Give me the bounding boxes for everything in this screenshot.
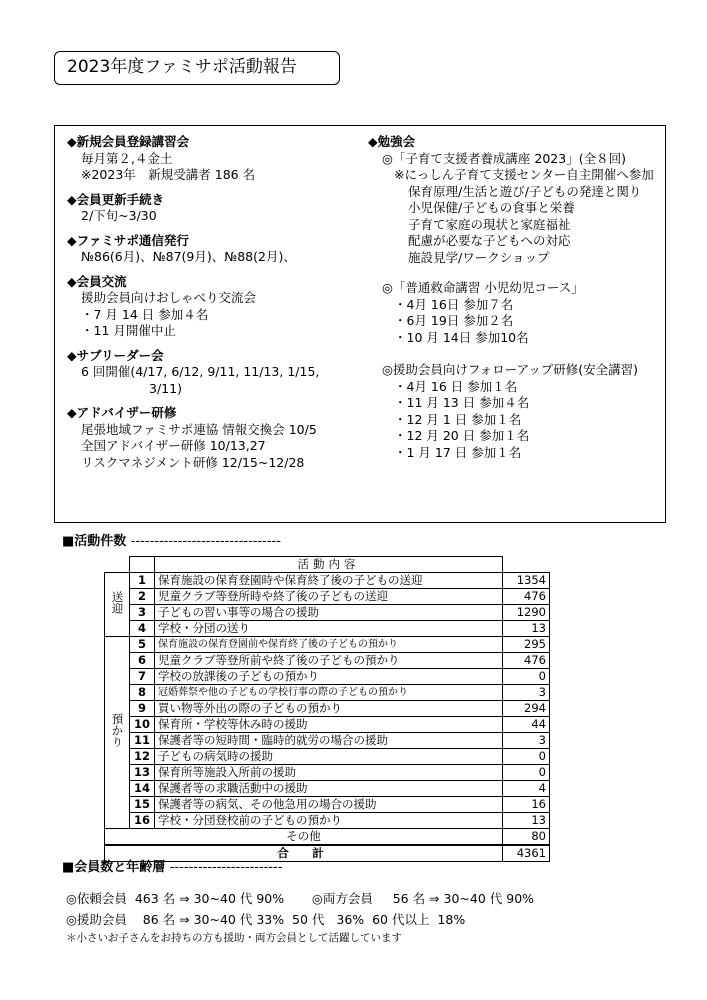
other-value: 80 bbox=[503, 829, 550, 846]
section-line: ※2023年 新規受講者 186 名 bbox=[81, 167, 256, 182]
section-heading: ◆ファミサポ通信発行 bbox=[67, 232, 189, 248]
row-description: 保護者等の短時間・臨時的就労の場合の援助 bbox=[155, 733, 503, 749]
row-number: 3 bbox=[130, 605, 155, 621]
table-row bbox=[105, 573, 550, 589]
course-title: ◎「子育て支援者養成講座 2023」(全８回) bbox=[382, 150, 626, 166]
table-row-other bbox=[105, 829, 550, 846]
row-number: 4 bbox=[130, 621, 155, 637]
course-item: 小児保健/子どもの食事と栄養 bbox=[408, 200, 575, 215]
section-line: ・7 月 14 日 参加４名 bbox=[81, 306, 209, 322]
course-item: ・1 月 17 日 参加１名 bbox=[394, 444, 522, 460]
row-number: 6 bbox=[130, 653, 155, 669]
row-description: 学校・分団の送り bbox=[155, 621, 503, 637]
section-heading: ◆会員更新手続き bbox=[67, 191, 165, 207]
members-heading-label: ■会員数と年齢層 bbox=[62, 860, 166, 875]
activity-table bbox=[104, 556, 550, 862]
row-description: 子どもの習い事等の場合の援助 bbox=[155, 605, 503, 621]
section-advisor-training bbox=[67, 405, 367, 471]
table-row bbox=[105, 637, 550, 653]
row-number: 8 bbox=[130, 685, 155, 701]
course-item: ・4月 16日 参加７名 bbox=[394, 296, 514, 312]
section-newsletter bbox=[67, 233, 367, 266]
row-value: 0 bbox=[503, 669, 550, 685]
row-number: 5 bbox=[130, 637, 155, 653]
row-number: 7 bbox=[130, 669, 155, 685]
row-description: 児童クラブ等登所前や終了後の子どもの預かり bbox=[155, 653, 503, 669]
section-heading: ◆サブリーダー会 bbox=[67, 347, 164, 363]
row-description: 学校の放課後の子どもの預かり bbox=[155, 669, 503, 685]
activity-heading-rule: -------------------------------- bbox=[130, 534, 281, 549]
row-description: 保育施設の保育登園前や保育終了後の子どもの預かり bbox=[155, 637, 503, 653]
table-header-row bbox=[105, 557, 550, 573]
activity-heading bbox=[62, 530, 281, 549]
row-description: 学校・分団登校前の子どもの預かり bbox=[155, 813, 503, 829]
row-value: 13 bbox=[503, 813, 550, 829]
course-note: ※にっしん子育て支援センター自主開催へ参加 bbox=[394, 167, 654, 182]
table-row bbox=[105, 733, 550, 749]
table-row bbox=[105, 749, 550, 765]
course-title: ◎援助会員向けフォローアップ研修(安全講習) bbox=[382, 362, 639, 377]
section-line: ・11 月開催中止 bbox=[81, 323, 176, 338]
row-description: 保護者等の求職活動中の援助 bbox=[155, 781, 503, 797]
row-value: 44 bbox=[503, 717, 550, 733]
section-member-exchange bbox=[67, 274, 367, 340]
members-heading-rule: ------------------------ bbox=[169, 860, 283, 875]
section-heading: ◆会員交流 bbox=[67, 273, 127, 289]
table-row bbox=[105, 653, 550, 669]
course-item: 保育原理/生活と遊び/子どもの発達と関り bbox=[408, 183, 642, 199]
row-value: 1354 bbox=[503, 573, 550, 589]
row-number: 15 bbox=[130, 797, 155, 813]
members-heading bbox=[62, 856, 282, 875]
section-line: 尾張地域ファミサポ連協 情報交換会 10/5 bbox=[81, 421, 317, 437]
row-number: 10 bbox=[130, 717, 155, 733]
other-label: その他 bbox=[105, 829, 503, 846]
members-note: ＊小さいお子さんをお持ちの方も援助・両方会員として活躍しています bbox=[66, 932, 402, 944]
row-number: 2 bbox=[130, 589, 155, 605]
members-summary bbox=[66, 888, 534, 946]
row-value: 4 bbox=[503, 781, 550, 797]
page-title: 2023年度ファミサポ活動報告 bbox=[54, 51, 340, 85]
section-line: 毎月第２,４金土 bbox=[81, 150, 173, 166]
section-line: 全国アドバイザー研修 10/13,27 bbox=[81, 438, 266, 453]
course-item: ・6月 19日 参加２名 bbox=[394, 313, 514, 328]
section-heading: ◆勉強会 bbox=[368, 134, 416, 149]
row-value: 0 bbox=[503, 765, 550, 781]
members-line: ◎援助会員 86 名 ⇒ 30~40 代 33% 50 代 36% 60 代以上 18% bbox=[66, 912, 466, 927]
section-line: 2/下旬~3/30 bbox=[81, 208, 157, 223]
table-row bbox=[105, 701, 550, 717]
course-item: ・12 月 20 日 参加１名 bbox=[394, 428, 530, 443]
row-number: 12 bbox=[130, 749, 155, 765]
row-number: 13 bbox=[130, 765, 155, 781]
section-line: 6 回開催(4/17, 6/12, 9/11, 11/13, 1/15, bbox=[81, 364, 320, 379]
table-row bbox=[105, 797, 550, 813]
row-value: 1290 bbox=[503, 605, 550, 621]
row-description: 保育所・学校等休み時の援助 bbox=[155, 717, 503, 733]
row-description: 子どもの病気時の援助 bbox=[155, 749, 503, 765]
row-value: 3 bbox=[503, 685, 550, 701]
course-item: ・4月 16 日 参加１名 bbox=[394, 378, 518, 394]
members-line: ◎依頼会員 463 名 ⇒ 30~40 代 90% ◎両方会員 56 名 ⇒ 30~40 代 90% bbox=[66, 891, 535, 906]
row-number: 1 bbox=[130, 573, 155, 589]
table-row bbox=[105, 813, 550, 829]
row-value: 0 bbox=[503, 749, 550, 765]
course-item: ・10 月 14日 参加10名 bbox=[394, 329, 529, 345]
table-header: 活動内容 bbox=[155, 557, 503, 573]
table-row bbox=[105, 685, 550, 701]
row-value: 294 bbox=[503, 701, 550, 717]
table-row bbox=[105, 765, 550, 781]
section-renewal bbox=[67, 192, 367, 225]
row-description: 保育施設の保育登園時や保育終了後の子どもの送迎 bbox=[155, 573, 503, 589]
section-new-member-course bbox=[67, 134, 367, 184]
row-description: 保護者等の病気、その他急用の場合の援助 bbox=[155, 797, 503, 813]
section-heading: ◆新規会員登録講習会 bbox=[67, 134, 190, 149]
row-number: 16 bbox=[130, 813, 155, 829]
row-description: 保育所等施設入所前の援助 bbox=[155, 765, 503, 781]
table-row bbox=[105, 605, 550, 621]
events-panel bbox=[54, 125, 666, 523]
section-line: 3/11) bbox=[149, 380, 182, 396]
row-description: 児童クラブ等登所時や終了後の子どもの送迎 bbox=[155, 589, 503, 605]
row-description: 冠婚葬祭や他の子どもの学校行事の際の子どもの預かり bbox=[155, 685, 503, 701]
table-row bbox=[105, 589, 550, 605]
section-subleader-meeting bbox=[67, 348, 367, 398]
row-value: 16 bbox=[503, 797, 550, 813]
course-item: ・12 月 1 日 参加１名 bbox=[394, 411, 522, 427]
course-item: 配慮が必要な子どもへの対応 bbox=[408, 233, 571, 248]
study-course-b bbox=[368, 280, 663, 346]
row-value: 3 bbox=[503, 733, 550, 749]
table-row bbox=[105, 669, 550, 685]
table-row bbox=[105, 621, 550, 637]
table-row bbox=[105, 717, 550, 733]
study-course-c bbox=[368, 362, 663, 461]
total-value: 4361 bbox=[503, 845, 550, 862]
row-value: 476 bbox=[503, 653, 550, 669]
group-label-azukari: 預かり bbox=[105, 637, 130, 829]
section-line: リスクマネジメント研修 12/15~12/28 bbox=[81, 454, 305, 470]
table-row bbox=[105, 781, 550, 797]
total-label: 合 計 bbox=[105, 845, 503, 862]
row-number: 14 bbox=[130, 781, 155, 797]
course-title: ◎「普通救命講習 小児幼児コース」 bbox=[382, 280, 584, 295]
row-number: 9 bbox=[130, 701, 155, 717]
course-item: ・11 月 13 日 参加４名 bbox=[394, 395, 530, 410]
events-left-column bbox=[67, 134, 367, 479]
row-value: 476 bbox=[503, 589, 550, 605]
row-value: 13 bbox=[503, 621, 550, 637]
study-course-a bbox=[368, 151, 663, 267]
section-line: №86(6月)、№87(9月)、№88(2月)、 bbox=[81, 249, 296, 264]
row-description: 買い物等外出の際の子どもの預かり bbox=[155, 701, 503, 717]
activity-heading-label: ■活動件数 bbox=[62, 534, 127, 549]
section-heading: ◆アドバイザー研修 bbox=[67, 405, 177, 420]
group-label-sougei: 送迎 bbox=[105, 573, 130, 637]
row-value: 295 bbox=[503, 637, 550, 653]
section-line: 援助会員向けおしゃべり交流会 bbox=[81, 290, 257, 305]
course-item: 子育て家庭の現状と家庭福祉 bbox=[408, 216, 571, 232]
events-right-column bbox=[368, 134, 663, 461]
course-item: 施設見学/ワークショップ bbox=[408, 249, 550, 265]
row-number: 11 bbox=[130, 733, 155, 749]
